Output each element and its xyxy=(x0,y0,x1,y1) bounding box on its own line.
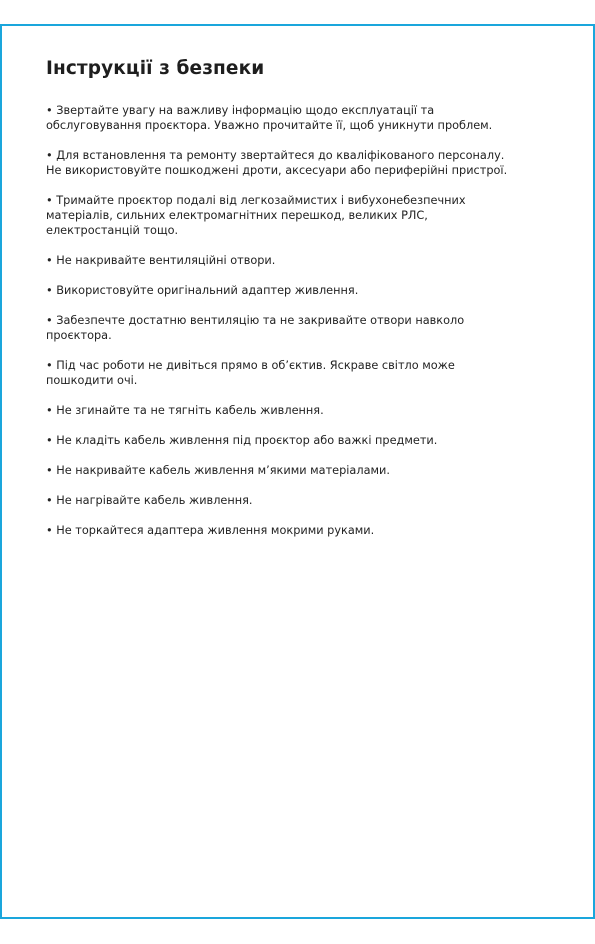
instruction-item: • Не торкайтеся адаптера живлення мокрими руками. xyxy=(46,524,375,537)
safety-instructions-list xyxy=(46,103,546,538)
instruction-item: • Забезпечте достатню вентиляцію та не закривайте отвори навколо проєктора. xyxy=(46,314,465,342)
instruction-item: • Тримайте проєктор подалі від легкозаймистих і вибухонебезпечних матеріалів, сильних електромагнітних перешкод, великих РЛС, електростанцій тощо. xyxy=(46,194,466,237)
instruction-item: • Під час роботи не дивіться прямо в об’єктив. Яскраве світло може пошкодити очі. xyxy=(46,359,455,387)
instruction-item: • Не накривайте кабель живлення м’якими матеріалами. xyxy=(46,464,390,477)
instruction-item: • Не згинайте та не тягніть кабель живлення. xyxy=(46,404,324,417)
instruction-item: • Не кладіть кабель живлення під проєктор або важкі предмети. xyxy=(46,434,438,447)
instruction-item: • Для встановлення та ремонту звертайтеся до кваліфікованого персоналу. Не використовуйте пошкоджені дроти, аксесуари або периферійні пристрої. xyxy=(46,149,508,177)
page-frame xyxy=(0,24,595,919)
document-content xyxy=(46,57,546,553)
instruction-item: • Звертайте увагу на важливу інформацію щодо експлуатації та обслуговування проєктора. Уважно прочитайте її, щоб уникнути проблем. xyxy=(46,104,493,132)
instruction-item: • Не накривайте вентиляційні отвори. xyxy=(46,254,276,267)
page-title: Інструкції з безпеки xyxy=(46,58,265,79)
instruction-item: • Використовуйте оригінальний адаптер живлення. xyxy=(46,284,359,297)
instruction-item: • Не нагрівайте кабель живлення. xyxy=(46,494,253,507)
